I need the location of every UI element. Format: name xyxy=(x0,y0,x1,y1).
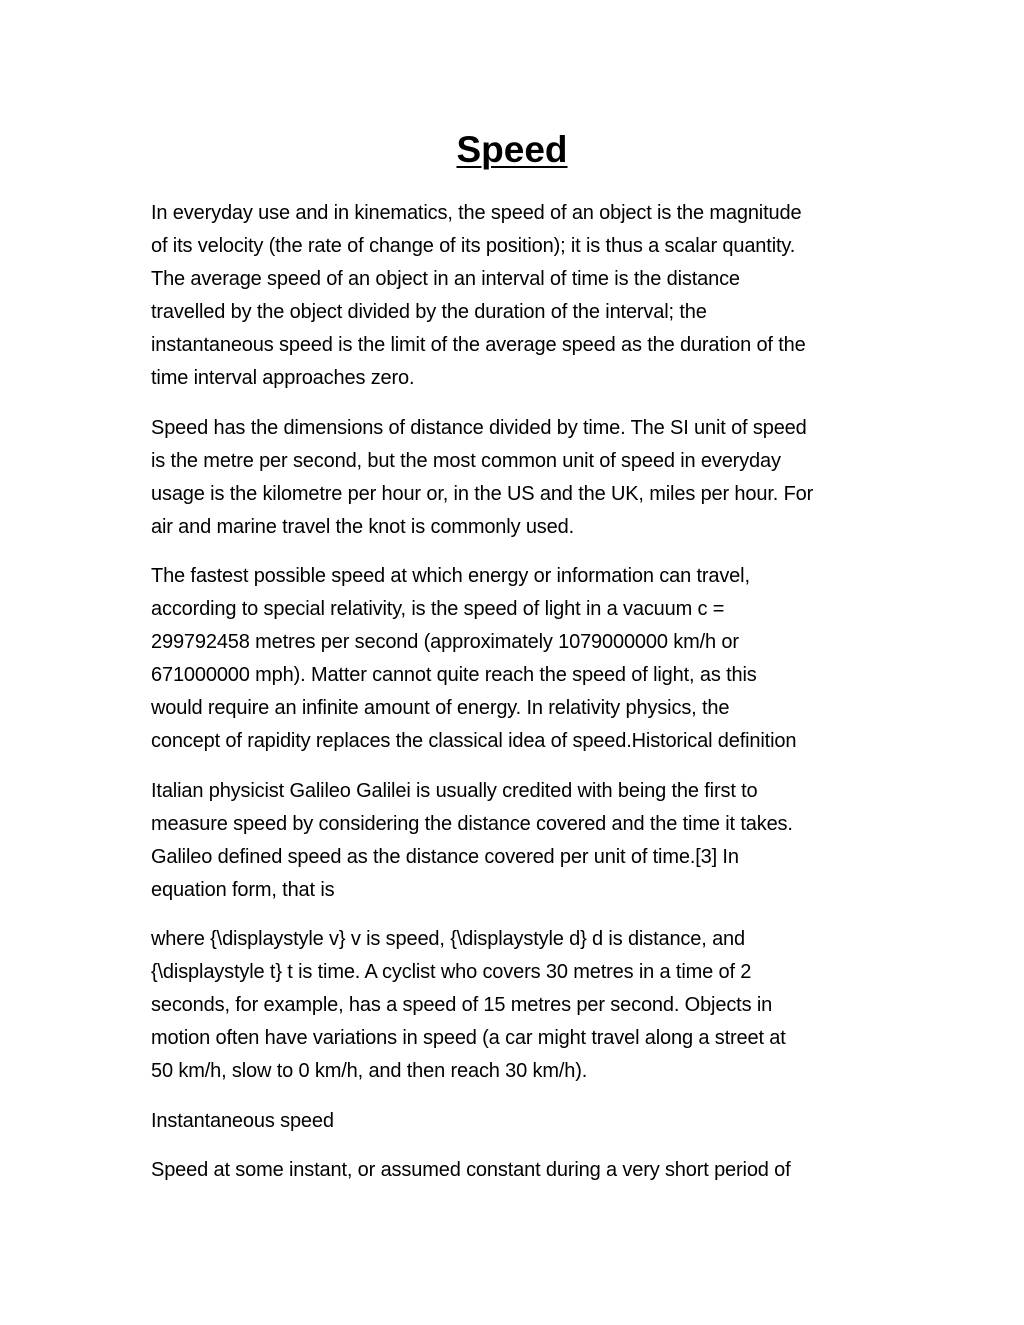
paragraph-galileo: Italian physicist Galileo Galilei is usually credited with being the first to measure speed by considering the distance covered and the time it takes. Galileo defined speed as the distance covered per unit of time.[3] In equation form, that is xyxy=(151,779,793,901)
document-body xyxy=(151,197,873,1204)
paragraph-units: Speed has the dimensions of distance divided by time. The SI unit of speed is the metre per second, but the most common unit of speed in everyday usage is the kilometre per hour or, in the US and the UK, miles per hour. For air and marine travel the knot is commonly used. xyxy=(151,416,814,538)
paragraph-intro: In everyday use and in kinematics, the speed of an object is the magnitude of its velocity (the rate of change of its position); it is thus a scalar quantity. The average speed of an object in an interval of time is the distance travelled by the object divided by the duration of the interval; the instantaneous speed is the limit of the average speed as the duration of the time interval approaches zero. xyxy=(151,202,806,389)
paragraph-equation: where {\displaystyle v} v is speed, {\displaystyle d} d is distance, and {\displaystyle t} t is time. A cyclist who covers 30 metres in a time of 2 seconds, for example, has a speed of 15 metres per second. Objects in motion often have variations in speed (a car might travel along a street at 50 km/h, slow to 0 km/h, and then reach 30 km/h). xyxy=(151,928,786,1082)
paragraph-instantaneous-heading: Instantaneous speed xyxy=(151,1109,334,1132)
paragraph-speed-of-light: The fastest possible speed at which energy or information can travel, according to special relativity, is the speed of light in a vacuum c = 299792458 metres per second (approximately 1079000000 km/h or 671000000 mph). Matter cannot quite reach the speed of light, as this would require an infinite amount of energy. In relativity physics, the concept of rapidity replaces the classical idea of speed.Historical definition xyxy=(151,565,797,752)
document-title: Speed xyxy=(456,129,568,170)
paragraph-instantaneous: Speed at some instant, or assumed constant during a very short period of xyxy=(151,1159,791,1181)
